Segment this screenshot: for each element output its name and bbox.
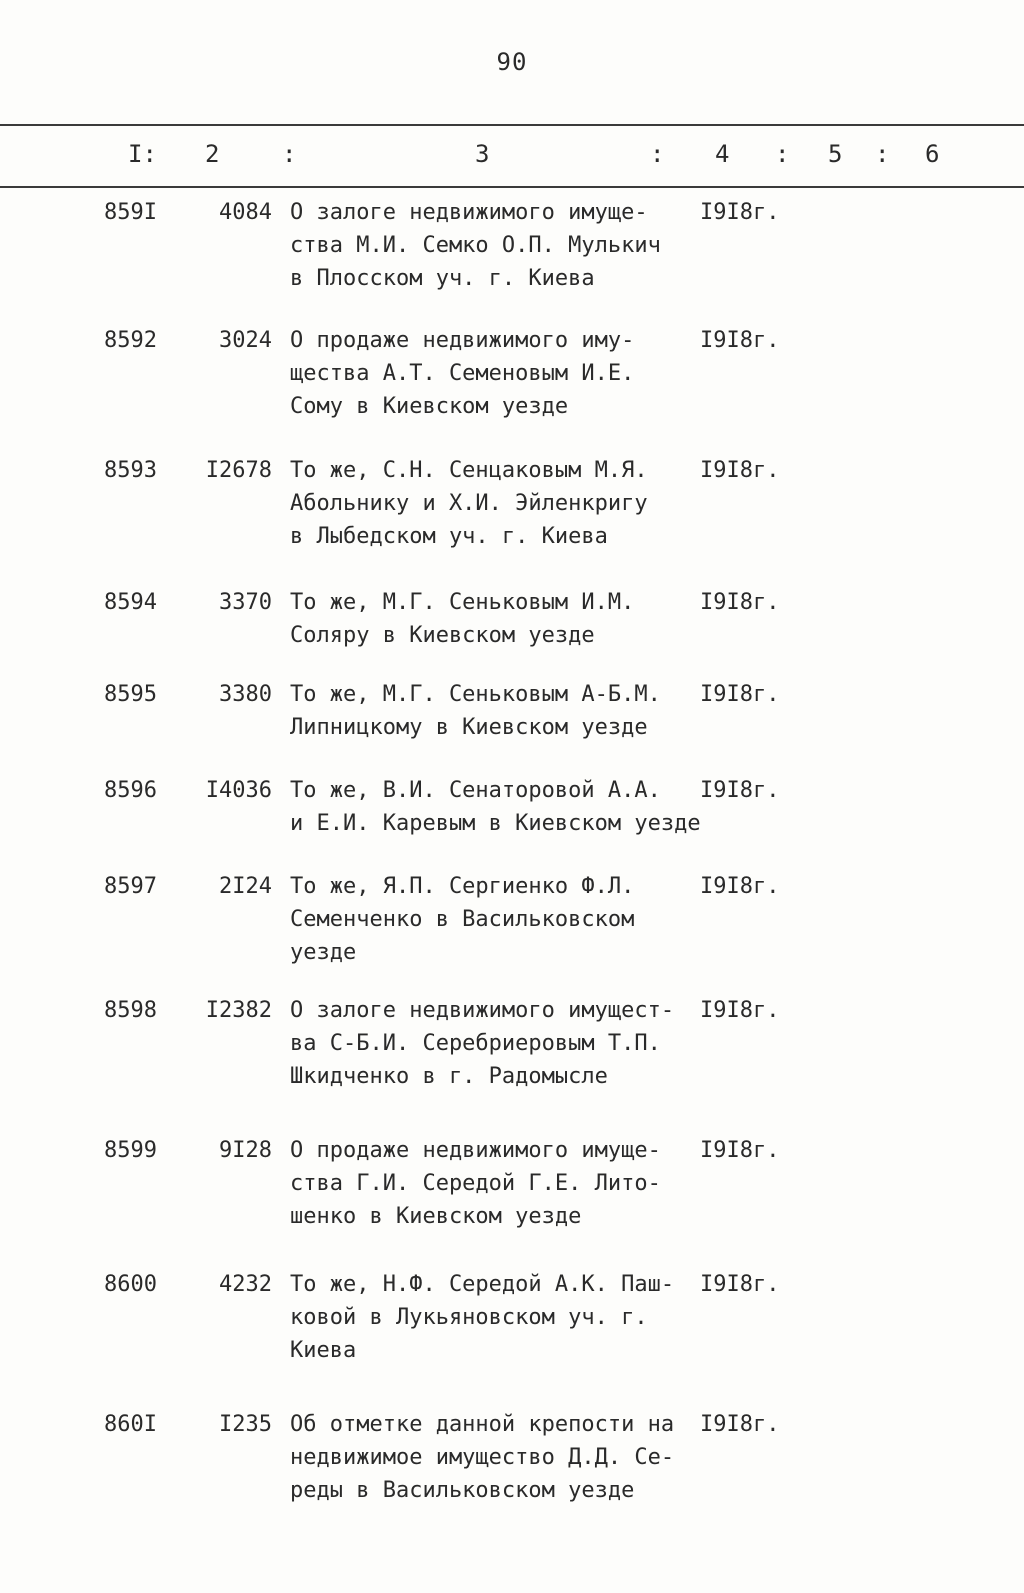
entry-year: I9I8г. (700, 1412, 780, 1437)
entry-year: I9I8г. (700, 1138, 780, 1163)
description-line: щества А.Т. Семеновым И.Е. (290, 361, 635, 386)
entry-code: 3370 (219, 590, 272, 615)
description-line: в Лыбедском уч. г. Киева (290, 524, 608, 549)
description-line: уезде (290, 940, 357, 965)
entry-code: I2678 (205, 458, 272, 483)
entry-number: 8596 (104, 778, 157, 803)
column-separator: : (875, 140, 890, 168)
entry-code: 9I28 (219, 1138, 272, 1163)
description-line: недвижимое имущество Д.Д. Се- (290, 1445, 675, 1470)
entry-year: I9I8г. (700, 458, 780, 483)
description-line: в Плосском уч. г. Киева (290, 266, 595, 291)
entry-description (290, 870, 700, 969)
description-line: То же, С.Н. Сенцаковым М.Я. (290, 458, 648, 483)
description-line: ства Г.И. Середой Г.Е. Лито- (290, 1171, 661, 1196)
description-line: Семенченко в Васильковском (290, 907, 635, 932)
list-item (0, 1268, 1024, 1408)
description-line: О продаже недвижимого иму- (290, 328, 635, 353)
entry-year: I9I8г. (700, 682, 780, 707)
column-header-3: 3 (475, 140, 490, 168)
entry-description (290, 324, 700, 423)
list-item (0, 994, 1024, 1134)
header-top-rule (0, 124, 1024, 126)
entry-year: I9I8г. (700, 590, 780, 615)
list-item (0, 1408, 1024, 1508)
header-bottom-rule (0, 186, 1024, 188)
entry-number: 8592 (104, 328, 157, 353)
entry-year: I9I8г. (700, 998, 780, 1023)
entry-code: I2382 (205, 998, 272, 1023)
entry-code: I235 (219, 1412, 272, 1437)
column-header-4: 4 (715, 140, 730, 168)
column-separator: : (650, 140, 665, 168)
entry-code: 4084 (219, 200, 272, 225)
column-header-1: I: (128, 140, 157, 168)
description-line: Липницкому в Киевском уезде (290, 715, 648, 740)
description-line: То же, М.Г. Сеньковым И.М. (290, 590, 635, 615)
list-item (0, 454, 1024, 586)
entry-number: 860I (104, 1412, 157, 1437)
column-header-2: 2 (205, 140, 220, 168)
description-line: О залоге недвижимого имуще- (290, 200, 648, 225)
entry-number: 8598 (104, 998, 157, 1023)
description-line: То же, Я.П. Сергиенко Ф.Л. (290, 874, 635, 899)
description-line: ва С-Б.И. Серебриеровым Т.П. (290, 1031, 661, 1056)
list-item (0, 324, 1024, 452)
entry-description (290, 1134, 700, 1233)
entry-year: I9I8г. (700, 874, 780, 899)
entries-list (0, 196, 1024, 1508)
description-line: Об отметке данной крепости на (290, 1412, 675, 1437)
column-header-6: 6 (925, 140, 940, 168)
entry-code: 3024 (219, 328, 272, 353)
entry-year: I9I8г. (700, 778, 780, 803)
column-header-row (0, 140, 1024, 176)
list-item (0, 870, 1024, 994)
description-line: Сому в Киевском уезде (290, 394, 569, 419)
entry-code: 3380 (219, 682, 272, 707)
entry-year: I9I8г. (700, 200, 780, 225)
description-line: Абольнику и Х.И. Эйленкригу (290, 491, 648, 516)
entry-description (290, 454, 700, 553)
description-line: То же, В.И. Сенаторовой А.А. (290, 778, 661, 803)
description-line: ства М.И. Семко О.П. Мулькич (290, 233, 661, 258)
entry-description (290, 678, 700, 744)
entry-number: 8599 (104, 1138, 157, 1163)
entry-number: 8600 (104, 1272, 157, 1297)
list-item (0, 1134, 1024, 1268)
description-line: реды в Васильковском уезде (290, 1478, 635, 1503)
column-header-5: 5 (828, 140, 843, 168)
description-line: То же, Н.Ф. Середой А.К. Паш- (290, 1272, 675, 1297)
description-line: ковой в Лукьяновском уч. г. (290, 1305, 648, 1330)
entry-description (290, 196, 700, 295)
description-line: Шкидченко в г. Радомысле (290, 1064, 608, 1089)
list-item (0, 678, 1024, 774)
entry-code: I4036 (205, 778, 272, 803)
entry-number: 8594 (104, 590, 157, 615)
entry-number: 8595 (104, 682, 157, 707)
entry-description (290, 1268, 700, 1367)
column-separator: : (282, 140, 297, 168)
entry-number: 8597 (104, 874, 157, 899)
column-separator: : (775, 140, 790, 168)
description-line: О продаже недвижимого имуще- (290, 1138, 661, 1163)
entry-number: 859I (104, 200, 157, 225)
description-line: То же, М.Г. Сеньковым А-Б.М. (290, 682, 661, 707)
list-item (0, 774, 1024, 870)
list-item (0, 196, 1024, 314)
description-line: шенко в Киевском уезде (290, 1204, 582, 1229)
description-line: О залоге недвижимого имущест- (290, 998, 675, 1023)
list-item (0, 586, 1024, 678)
description-line: и Е.И. Каревым в Киевском уезде (290, 811, 701, 836)
description-line: Соляру в Киевском уезде (290, 623, 595, 648)
entry-description (290, 586, 700, 652)
entry-description (290, 774, 700, 840)
description-line: Киева (290, 1338, 357, 1363)
entry-code: 2I24 (219, 874, 272, 899)
entry-code: 4232 (219, 1272, 272, 1297)
entry-year: I9I8г. (700, 1272, 780, 1297)
entry-description (290, 1408, 700, 1507)
entry-number: 8593 (104, 458, 157, 483)
entry-description (290, 994, 700, 1093)
entry-year: I9I8г. (700, 328, 780, 353)
page-number: 90 (496, 48, 528, 76)
